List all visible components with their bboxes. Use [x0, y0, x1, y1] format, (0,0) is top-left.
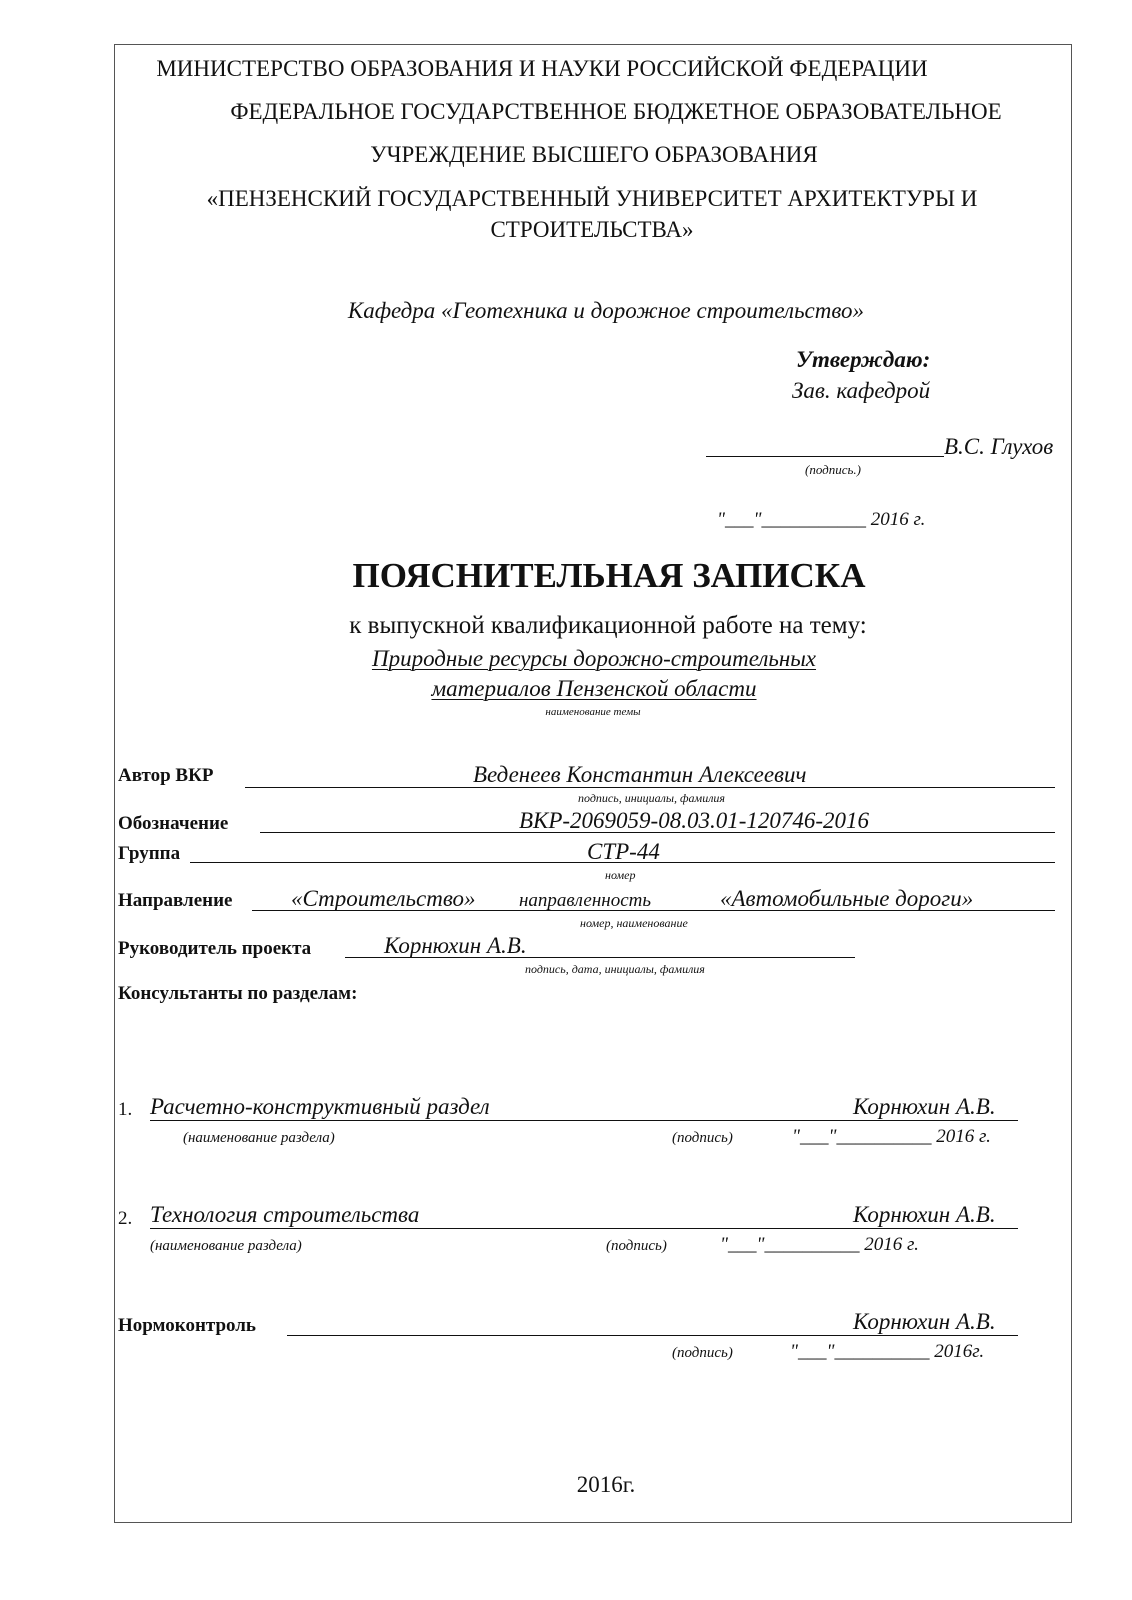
direction-profile: «Автомобильные дороги» — [720, 886, 974, 911]
supervisor-value: Корнюхин А.В. — [384, 933, 527, 958]
approval-position: Зав. кафедрой — [792, 378, 931, 403]
section-1-line — [150, 1120, 1018, 1121]
normcontrol-label: Нормоконтроль — [118, 1315, 256, 1336]
topic-line-1: Природные ресурсы дорожно-строительных — [371, 646, 817, 671]
section-1-date: "___"__________ 2016 г. — [792, 1126, 991, 1147]
topic-line-2: материалов Пензенской области — [431, 676, 757, 701]
author-value: Веденеев Константин Алексеевич — [473, 762, 807, 787]
topic-caption: наименование темы — [545, 706, 641, 718]
section-2-sign-caption: (подпись) — [606, 1238, 667, 1254]
normcontrol-consultant: Корнюхин А.В. — [853, 1309, 996, 1334]
document-subtitle: к выпускной квалификационной работе на тему: — [349, 612, 867, 639]
approval-signature-caption: (подпись.) — [805, 462, 861, 477]
section-1-consultant: Корнюхин А.В. — [853, 1094, 996, 1119]
normcontrol-line — [287, 1335, 1018, 1336]
supervisor-caption: подпись, дата, инициалы, фамилия — [525, 962, 705, 976]
section-2-name: Технология строительства — [150, 1202, 420, 1227]
institution-line-1: ФЕДЕРАЛЬНОЕ ГОСУДАРСТВЕННОЕ БЮДЖЕТНОЕ ОБРАЗОВАТЕЛЬНОЕ — [230, 99, 1002, 124]
ministry-line: МИНИСТЕРСТВО ОБРАЗОВАНИЯ И НАУКИ РОССИЙСКОЙ ФЕДЕРАЦИИ — [156, 56, 928, 81]
designation-label: Обозначение — [118, 813, 229, 834]
group-label: Группа — [118, 843, 181, 864]
direction-caption: номер, наименование — [580, 916, 688, 930]
consultants-label: Консультанты по разделам: — [118, 983, 358, 1004]
institution-line-2: УЧРЕЖДЕНИЕ ВЫСШЕГО ОБРАЗОВАНИЯ — [370, 142, 818, 167]
approval-date: "___"___________ 2016 г. — [717, 509, 926, 530]
normcontrol-sign-caption: (подпись) — [672, 1345, 733, 1361]
section-2-consultant: Корнюхин А.В. — [853, 1202, 996, 1227]
approval-signer: В.С. Глухов — [944, 434, 1054, 459]
supervisor-label: Руководитель проекта — [118, 938, 312, 959]
footer-year: 2016г. — [576, 1472, 636, 1497]
section-2-number: 2. — [118, 1208, 133, 1229]
direction-orientation-label: направленность — [519, 890, 652, 911]
section-2-date: "___"__________ 2016 г. — [720, 1234, 919, 1255]
normcontrol-date: "___"__________ 2016г. — [790, 1341, 985, 1362]
section-2-line — [150, 1228, 1018, 1229]
section-1-sign-caption: (подпись) — [672, 1130, 733, 1146]
section-1-number: 1. — [118, 1099, 133, 1120]
group-caption: номер — [605, 868, 636, 882]
approval-signature-line — [706, 456, 944, 457]
section-1-name-caption: (наименование раздела) — [183, 1130, 335, 1146]
approval-title: Утверждаю: — [796, 347, 931, 372]
section-2-name-caption: (наименование раздела) — [150, 1238, 302, 1254]
designation-value: ВКР-2069059-08.03.01-120746-2016 — [519, 808, 870, 833]
direction-label: Направление — [118, 890, 233, 911]
section-1-name: Расчетно-конструктивный раздел — [150, 1094, 490, 1119]
document-title: ПОЯСНИТЕЛЬНАЯ ЗАПИСКА — [352, 556, 866, 595]
group-value: СТР-44 — [587, 839, 660, 864]
department-name: Кафедра «Геотехника и дорожное строительство» — [347, 298, 865, 323]
author-label: Автор ВКР — [118, 765, 214, 786]
university-name-line-1: «ПЕНЗЕНСКИЙ ГОСУДАРСТВЕННЫЙ УНИВЕРСИТЕТ АРХИТЕКТУРЫ И — [206, 186, 978, 211]
author-caption: подпись, инициалы, фамилия — [578, 791, 725, 805]
direction-value: «Строительство» — [291, 886, 476, 911]
university-name-line-2: СТРОИТЕЛЬСТВА» — [490, 217, 694, 242]
